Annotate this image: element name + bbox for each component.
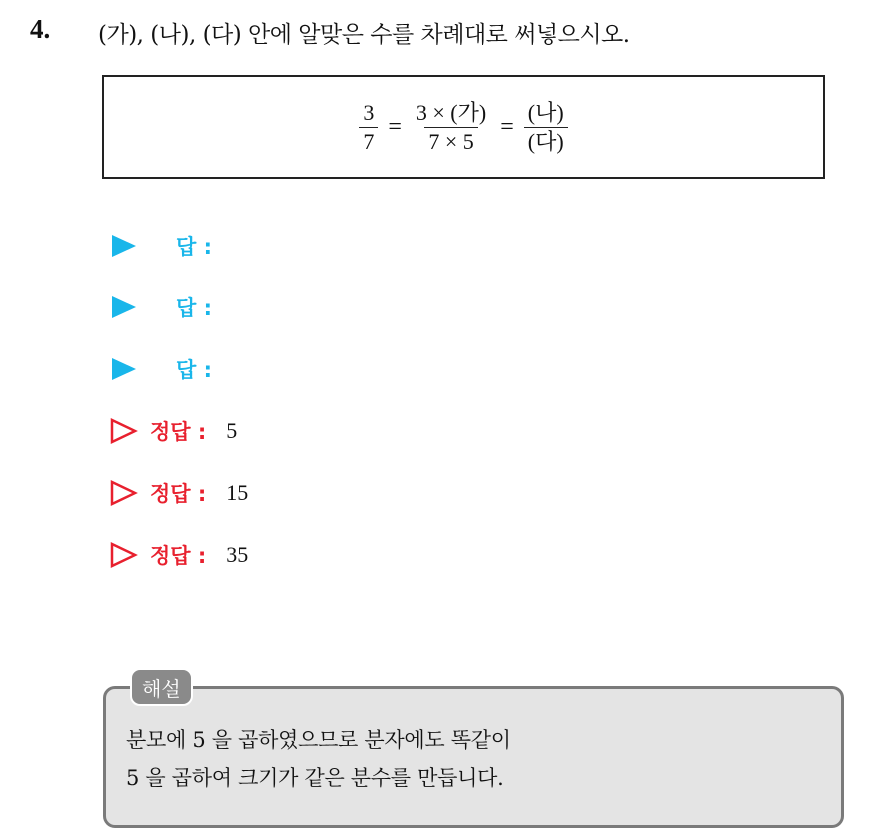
outline-triangle-icon [110, 542, 138, 568]
solution-label: 정답 : [150, 544, 207, 568]
answer-label: 답 : [176, 296, 212, 320]
fraction-2-numerator: 3 × (가) [415, 99, 487, 125]
equals-sign-2: = [500, 113, 514, 140]
answer-row-3[interactable] [108, 349, 212, 389]
solution-label: 정답 : [150, 420, 207, 444]
solution-label: 정답 : [150, 482, 207, 506]
fraction-expanded [412, 99, 490, 156]
outline-triangle-icon [110, 418, 138, 444]
solution-row-1 [110, 411, 237, 451]
fraction-three-sevenths [359, 99, 378, 156]
equation-box [102, 75, 825, 179]
solution-value: 5 [226, 418, 238, 443]
outline-triangle-icon [110, 480, 138, 506]
fraction-3-numerator: (나) [527, 99, 564, 125]
play-triangle-icon [112, 358, 136, 380]
question-text: (가), (나), (다) 안에 알맞은 수를 차례대로 써넣으시오. [98, 22, 630, 48]
explanation-line-1: 분모에 5 을 곱하였으므로 분자에도 똑같이 [126, 728, 511, 752]
explanation-line-2: 5 을 곱하여 크기가 같은 분수를 만듭니다. [126, 766, 504, 790]
answer-row-1[interactable] [108, 226, 212, 266]
play-triangle-icon [112, 296, 136, 318]
explanation-text [126, 721, 821, 797]
answer-label: 답 : [176, 235, 212, 259]
equals-sign-1: = [388, 113, 402, 140]
solution-row-2 [110, 473, 248, 513]
fraction-2-denominator: 7 × 5 [424, 127, 477, 156]
fraction-1-denominator: 7 [359, 127, 378, 156]
play-triangle-icon [112, 235, 136, 257]
fraction-1-numerator: 3 [363, 99, 375, 125]
explanation-box [103, 686, 844, 828]
answer-label: 답 : [176, 358, 212, 382]
solution-value: 35 [226, 542, 249, 567]
fraction-3-denominator: (다) [524, 127, 568, 156]
question-number: 4. [30, 14, 51, 44]
solution-value: 15 [226, 480, 249, 505]
fraction-result [524, 99, 568, 156]
answer-row-2[interactable] [108, 287, 212, 327]
solution-row-3 [110, 535, 248, 575]
explanation-tag: 해설 [130, 668, 193, 706]
